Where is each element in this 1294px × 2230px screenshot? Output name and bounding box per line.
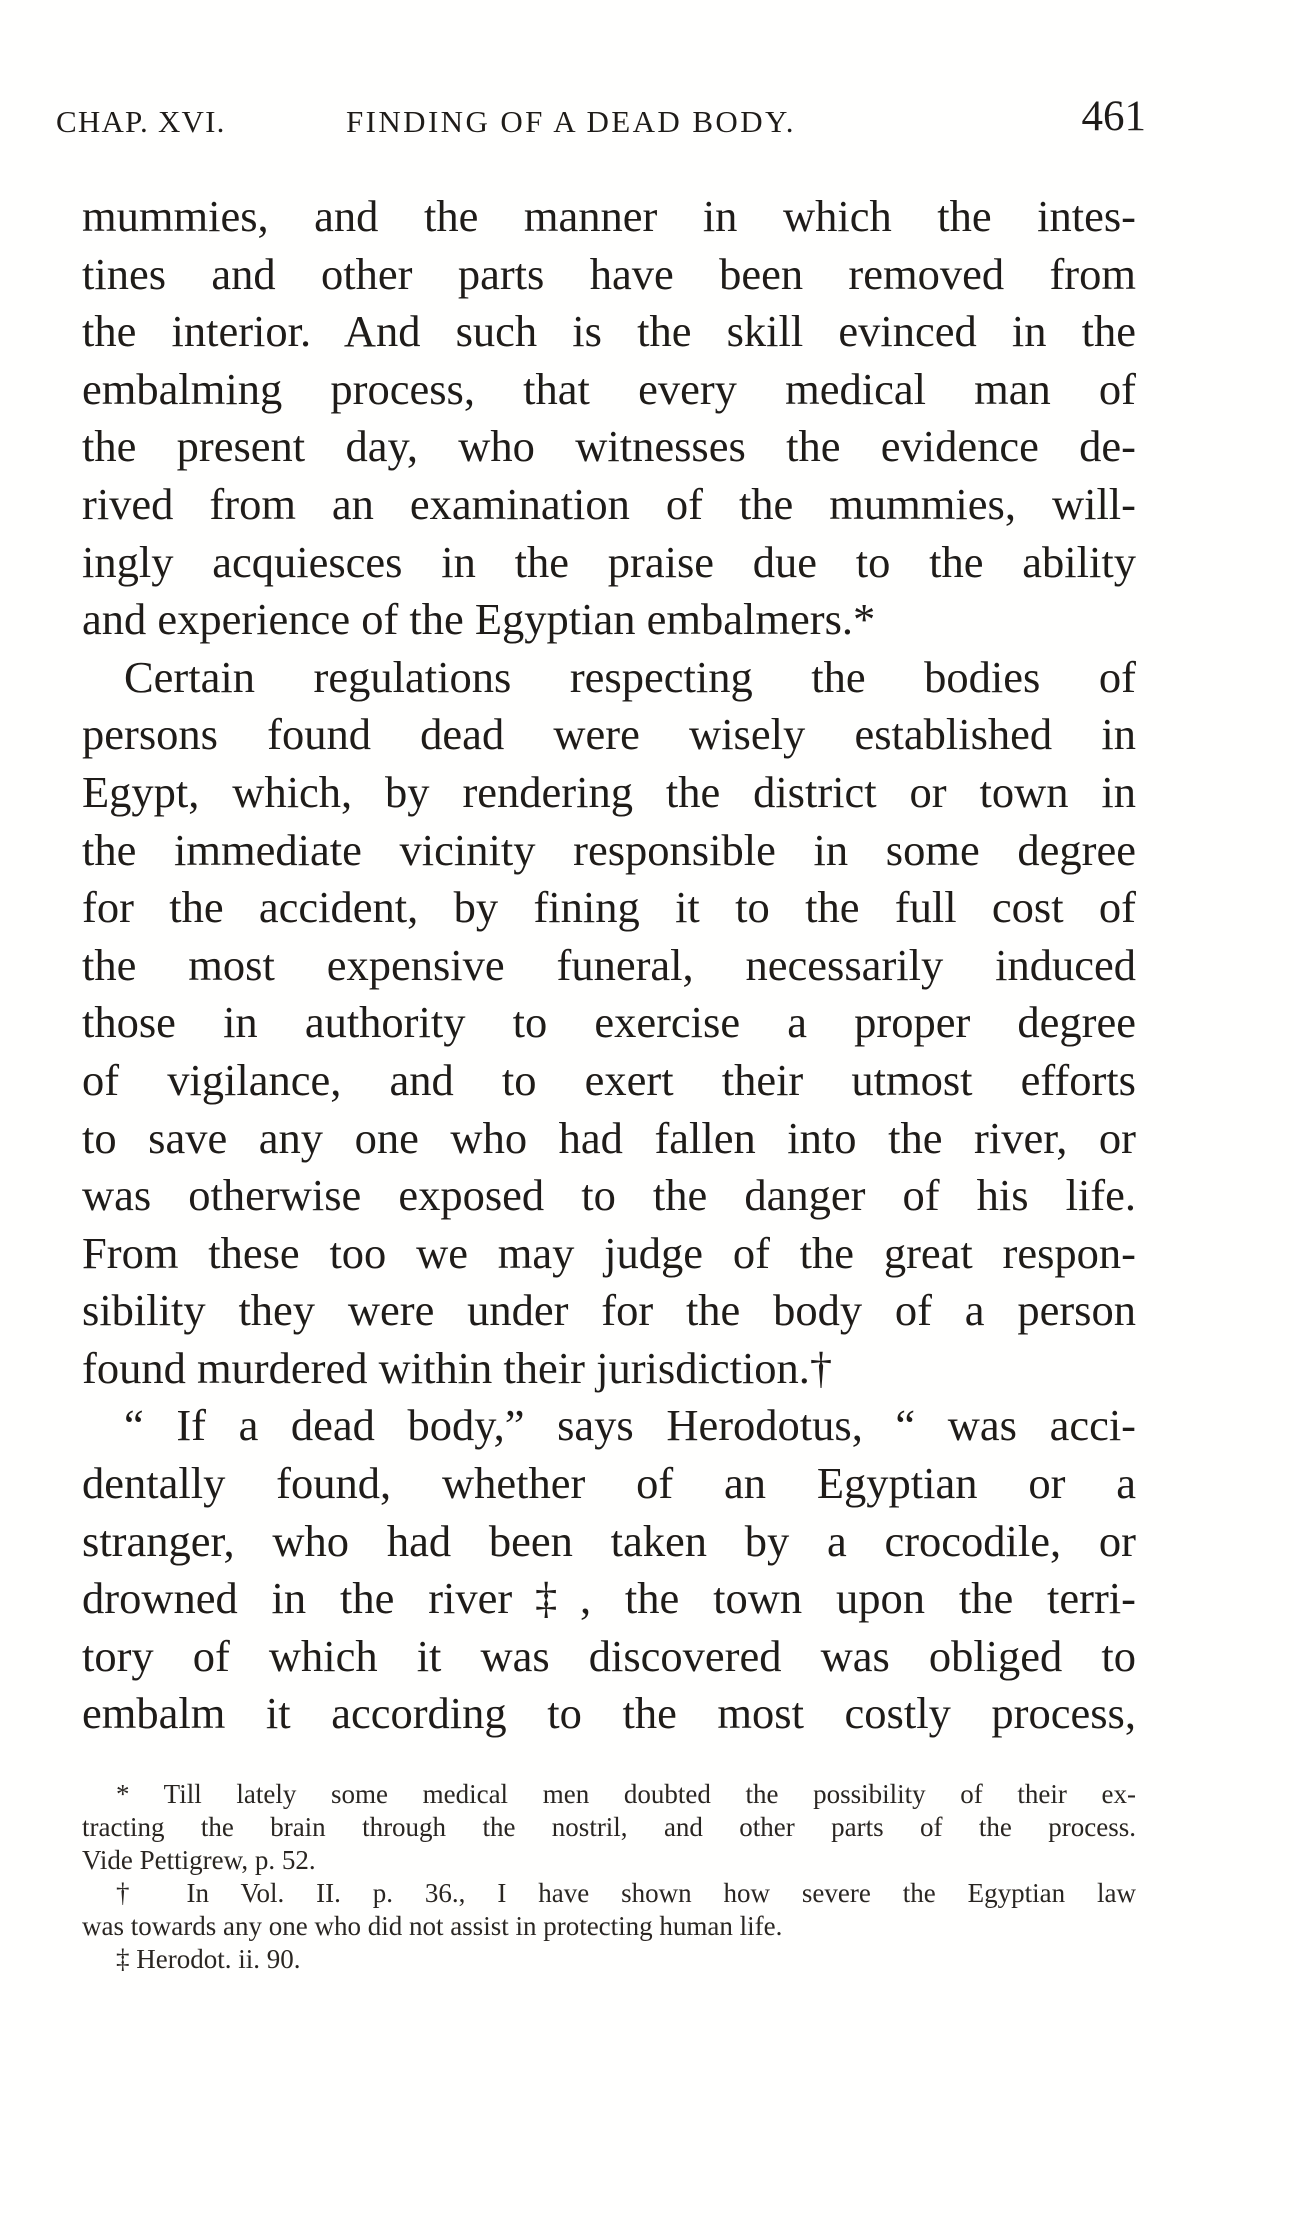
- body-line: stranger, who had been taken by a crocodile, or: [82, 1515, 1136, 1566]
- running-title: FINDING OF A DEAD BODY.: [346, 104, 796, 139]
- body-line: was otherwise exposed to the danger of his life.: [82, 1170, 1136, 1221]
- page-number: 461: [1081, 93, 1146, 140]
- body-line: for the accident, by fining it to the full cost of: [82, 882, 1136, 933]
- body-line: rived from an examination of the mummies, will-: [82, 478, 1136, 529]
- body-line: “ If a dead body,” says Herodotus, “ was acci-: [124, 1400, 1136, 1451]
- body-line: those in authority to exercise a proper degree: [82, 997, 1136, 1048]
- body-line: the present day, who witnesses the evidence de-: [82, 421, 1136, 472]
- body-line: the immediate vicinity responsible in some degree: [82, 824, 1136, 875]
- body-line: the interior. And such is the skill evinced in the: [82, 306, 1136, 357]
- body-line: persons found dead were wisely established in: [82, 709, 1136, 760]
- body-line: of vigilance, and to exert their utmost efforts: [82, 1054, 1136, 1105]
- footnote-line: tracting the brain through the nostril, and other parts of the process.: [82, 1812, 1136, 1842]
- body-line: ingly acquiesces in the praise due to the ability: [82, 536, 1136, 587]
- body-line: Certain regulations respecting the bodies of: [124, 651, 1136, 702]
- footnote-line: Vide Pettigrew, p. 52.: [82, 1845, 316, 1875]
- body-line: tory of which it was discovered was obliged to: [82, 1630, 1136, 1681]
- body-line: dentally found, whether of an Egyptian or a: [82, 1458, 1136, 1509]
- body-line: and experience of the Egyptian embalmers.*: [82, 594, 876, 645]
- running-head: [56, 92, 1146, 152]
- body-line: drowned in the river‡, the town upon the terri-: [82, 1573, 1136, 1624]
- chapter-label: CHAP. XVI.: [56, 104, 226, 139]
- body-line: tines and other parts have been removed from: [82, 248, 1136, 299]
- footnote-line: ‡ Herodot. ii. 90.: [116, 1944, 301, 1974]
- body-line: embalming process, that every medical man of: [82, 363, 1136, 414]
- body-line: From these too we may judge of the great respon-: [82, 1227, 1136, 1278]
- body-line: the most expensive funeral, necessarily induced: [82, 939, 1136, 990]
- footnote-line: was towards any one who did not assist in protecting human life.: [82, 1911, 783, 1941]
- body-line: Egypt, which, by rendering the district or town in: [82, 766, 1136, 817]
- body-text: [82, 188, 1136, 1743]
- footnote-line: † In Vol. II. p. 36., I have shown how severe the Egyptian law: [116, 1878, 1136, 1908]
- body-line: mummies, and the manner in which the intes-: [82, 191, 1136, 241]
- body-line: embalm it according to the most costly process,: [82, 1688, 1136, 1739]
- body-line: to save any one who had fallen into the river, or: [82, 1112, 1136, 1163]
- body-line: found murdered within their jurisdiction.†: [82, 1342, 833, 1393]
- body-line: sibility they were under for the body of a person: [82, 1285, 1136, 1336]
- footnote-line: * Till lately some medical men doubted the possibility of their ex-: [116, 1779, 1136, 1809]
- footnotes: [82, 1778, 1136, 1976]
